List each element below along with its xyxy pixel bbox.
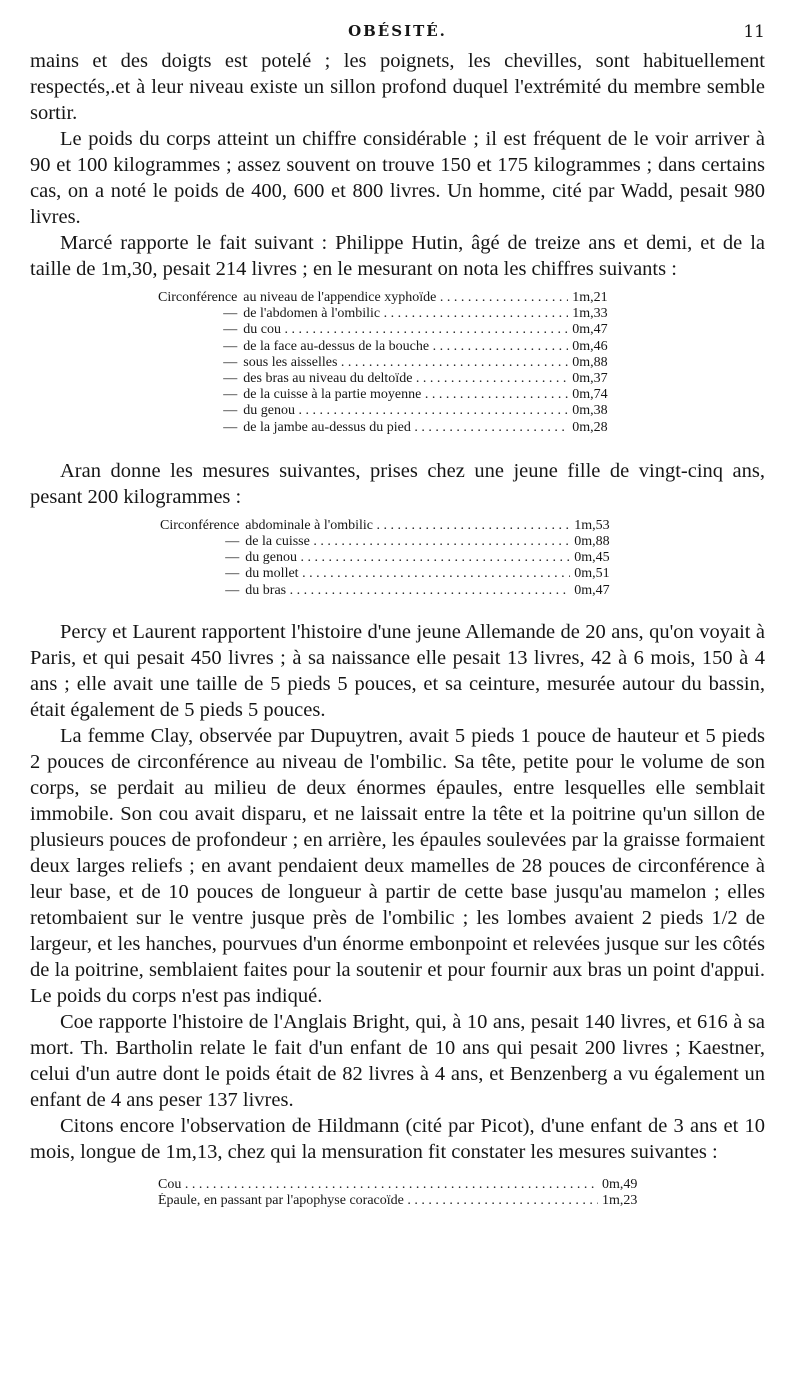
table-row [158,290,608,306]
table-row [158,387,608,403]
row-value: 1m,23 [602,1193,638,1209]
row-label: du mollet . . . [245,566,570,582]
row-value: 0m,51 [574,566,610,582]
running-header [30,22,765,48]
row-label-cell [243,290,568,306]
measurement-table-hutin [158,290,608,436]
row-value: 1m,21 [572,290,608,305]
row-prefix: — [223,354,238,370]
row-label: de la cuisse à la partie moyenne . . . [243,387,568,403]
row-prefix: Circonférence [160,517,240,533]
row-label-cell [243,322,568,338]
row-value: 0m,47 [574,582,610,598]
paragraph: mains et des doigts est potelé ; les poignets, les chevilles, sont habituellement respectés,.et à leur niveau existe un sillon profond duquel l'extrémité du membre semble sortir. [30,50,765,124]
table-row [158,1193,637,1209]
row-value: 0m,38 [572,403,608,419]
row-value: 0m,49 [602,1176,638,1192]
row-prefix: — [225,582,240,598]
row-prefix: Circonférence [158,290,238,305]
row-label-cell [158,1177,598,1193]
row-label: de la face au-dessus de la bouche . . . [243,339,568,355]
table-row [158,371,608,387]
measurement-table-aran [160,518,610,599]
table-row [158,322,608,338]
row-label: du genou . . . [245,550,570,566]
row-prefix: — [223,322,238,338]
row-value: 0m,74 [572,387,608,403]
row-value: 1m,53 [574,517,610,533]
paragraph: La femme Clay, observée par Dupuytren, avait 5 pieds 1 pouce de hauteur et 5 pieds 2 pouces de circonférence au niveau de l'ombilic. Sa tête, petite pour le volume de son corps, se perdait au milieu de deux énormes épaules, entre lesquelles elle semblait immobile. Son cou avait disparu, et ne laissait entre la tête et la poitrine qu'un sillon de plusieurs pouces de profondeur ; en arrière, les épaules soulevées par la graisse formaient deux larges reliefs ; en avant pendaient deux mamelles de 28 pouces de circonférence à leur base, et de 10 pouces de longueur à partir de cette base jusqu'au mamelon ; elles retombaient sur le ventre jusque près de l'ombilic ; les lombes avaient 2 pieds 1/2 de largeur, et les hanches, pourvues d'un énorme embonpoint et relevées jusque sur les côtés de la poitrine, semblaient faites pour la soutenir et pour fournir aux bras un point d'appui. Le poids du corps n'est pas indiqué. [30,724,765,1007]
measurement-table-hildmann [158,1177,637,1209]
table-row [160,518,610,534]
row-label-cell [243,371,568,387]
row-label-cell [245,566,570,582]
row-prefix: — [223,419,238,435]
row-prefix: — [223,387,238,403]
paragraph: Marcé rapporte le fait suivant : Philippe Hutin, âgé de treize ans et demi, et de la taille de 1m,30, pesait 214 livres ; en le mesurant on nota les chiffres suivants : [30,232,765,280]
row-label-cell [245,518,570,534]
paragraph: Citons encore l'observation de Hildmann (cité par Picot), d'une enfant de 3 ans et 10 mois, longue de 1m,13, chez qui la mensuration fit constater les mesures suivantes : [30,1114,765,1163]
row-label: du genou . . . [243,403,568,419]
row-label: de l'abdomen à l'ombilic . . . [243,306,568,322]
row-prefix: — [223,306,238,322]
table-row [160,583,610,599]
table-row [158,403,608,419]
row-label-cell [243,306,568,322]
page-number: 11 [743,22,765,42]
row-value: 0m,28 [572,419,608,435]
paragraph: Coe rapporte l'histoire de l'Anglais Bright, qui, à 10 ans, pesait 140 livres, et 616 à sa mort. Th. Bartholin relate le fait d'un enfant de 10 ans qui pesait 200 livres ; Kaestner, celui d'un autre dont le poids était de 82 livres à 4 ans, et Benzenberg a vu également un enfant de 4 ans peser 137 livres. [30,1010,765,1111]
table-row [158,339,608,355]
row-value: 1m,33 [572,306,608,322]
row-label-cell [243,339,568,355]
row-label-cell [243,403,568,419]
row-value: 0m,47 [572,322,608,338]
table-row [160,566,610,582]
row-value: 0m,37 [572,371,608,387]
row-prefix: — [223,338,238,354]
row-label: des bras au niveau du deltoïde . . . [243,371,568,387]
row-label-cell [243,420,568,436]
row-label: de la cuisse . . . [245,534,570,550]
row-label-cell [245,534,570,550]
page-title: OBÉSITÉ. [348,22,447,40]
row-label: abdominale à l'ombilic . . . [245,518,570,534]
row-label-cell [243,387,568,403]
row-label-cell [245,550,570,566]
table-row [158,1177,637,1193]
row-label: du bras . . . [245,583,570,599]
row-prefix: — [225,534,240,550]
paragraph: Le poids du corps atteint un chiffre considérable ; il est fréquent de le voir arriver à 90 et 100 kilogrammes ; assez souvent on trouve 150 et 175 kilogrammes ; dans certains cas, on a noté le poids de 400, 600 et 800 livres. Un homme, cité par Wadd, pesait 980 livres. [30,128,765,228]
row-label-cell [245,583,570,599]
row-prefix: — [223,403,238,419]
row-label-cell [243,355,568,371]
row-prefix: — [223,371,238,387]
table-row [158,420,608,436]
row-value: 0m,88 [572,354,608,370]
document-page [30,22,765,1209]
row-value: 0m,88 [574,534,610,550]
row-prefix: — [225,566,240,582]
row-prefix: — [225,550,240,566]
table-row [158,355,608,371]
table-row [160,550,610,566]
row-value: 0m,46 [572,338,608,354]
row-label: Cou . . . [158,1177,598,1193]
row-label-cell [158,1193,598,1209]
table-row [160,534,610,550]
row-label: Épaule, en passant par l'apophyse coracoïde . . . [158,1193,598,1209]
row-label: au niveau de l'appendice xyphoïde . . . [243,290,568,306]
row-value: 0m,45 [574,550,610,566]
paragraph: Aran donne les mesures suivantes, prises chez une jeune fille de vingt-cinq ans, pesant 200 kilogrammes : [30,459,765,508]
row-label: sous les aisselles . . . [243,355,568,371]
row-label: de la jambe au-dessus du pied . . . [243,420,568,436]
paragraph: Percy et Laurent rapportent l'histoire d'une jeune Allemande de 20 ans, qu'on voyait à Paris, et qui pesait 450 livres ; à sa naissance elle pesait 13 livres, 42 à 6 mois, 150 à 4 ans ; elle avait une taille de 5 pieds 5 pouces, et sa ceinture, mesurée autour du bassin, était également de 5 pieds 5 pouces. [30,620,765,721]
table-row [158,306,608,322]
row-label: du cou . . . [243,322,568,338]
